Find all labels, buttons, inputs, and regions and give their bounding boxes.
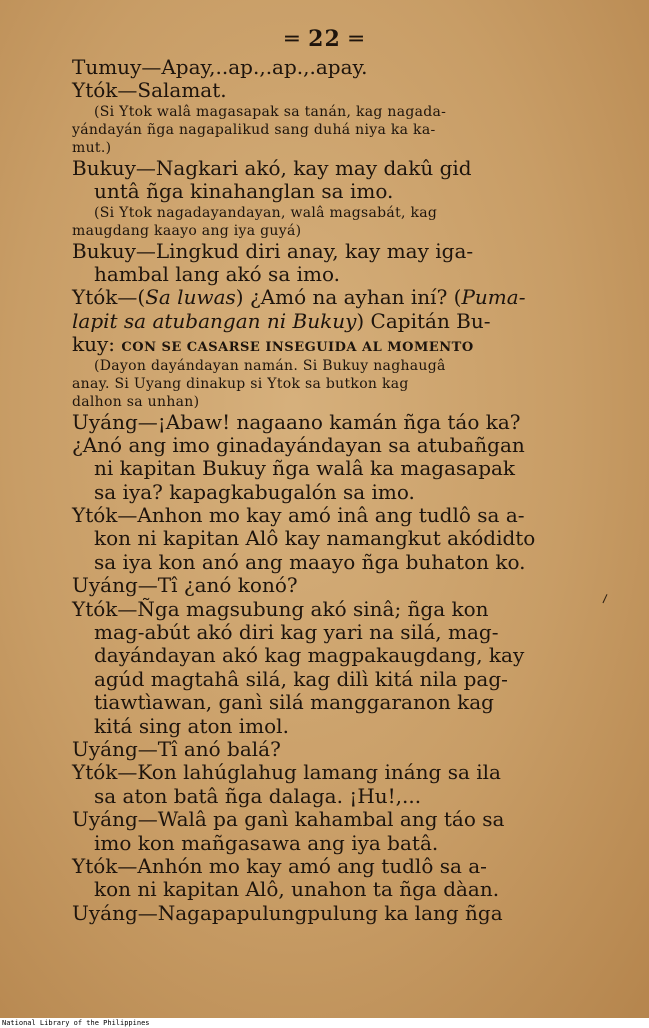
text-line: ni kapitan Bukuy ñga walâ ka magasapak xyxy=(94,456,516,481)
text-line: Bukuy—Lingkud diri anay, kay may iga- xyxy=(72,238,474,263)
stage-direction-line: mut.) xyxy=(72,139,112,156)
text-line: ¿Anó ang imo ginadayándayan sa atubañgan xyxy=(72,432,525,457)
text-line: tiawtìawan, ganì silá manggaranon kag xyxy=(94,690,494,715)
text-line: Ytók—Anhon mo kay amó inâ ang tudlô sa a- xyxy=(72,503,525,528)
stage-direction-line: (Dayon dayándayan namán. Si Bukuy naghaugâ xyxy=(94,357,446,374)
text-line xyxy=(72,333,572,356)
text-line: Uyáng—Tî ¿anó konó? xyxy=(72,573,298,598)
text-segment: kuy: xyxy=(72,332,116,357)
stage-direction-line: dalhon sa unhan) xyxy=(72,393,200,410)
italic-direction: Sa luwas xyxy=(145,285,236,310)
footer-credit: National Library of the Philippines xyxy=(0,1018,649,1028)
text-line: Tumuy—Apay,..ap.,.ap.,.apay. xyxy=(72,55,368,79)
text-line: imo kon mañgasawa ang iya batâ. xyxy=(94,830,439,855)
text-line: sa iya kon anó ang maayo ñga buhaton ko. xyxy=(94,549,526,574)
page-text xyxy=(72,56,572,925)
text-line xyxy=(72,310,572,333)
italic-direction: Puma- xyxy=(461,285,526,310)
text-line: Uyáng—Nagapapulungpulung ka lang ñga xyxy=(72,900,503,925)
text-line: kon ni kapitan Alô, unahon ta ñga dàan. xyxy=(94,877,500,902)
text-line: agúd magtahâ silá, kag dilì kitá nila pag- xyxy=(94,666,508,691)
text-line: hambal lang akó sa imo. xyxy=(94,261,341,286)
text-line: Ytók—Kon lahúglahug lamang ináng sa ila xyxy=(72,760,501,785)
text-line: Bukuy—Nagkari akó, kay may dakû gid xyxy=(72,155,472,180)
text-line: sa aton batâ ñga dalaga. ¡Hu!,... xyxy=(94,783,422,808)
speaker-segment: Ytók—( xyxy=(72,285,146,310)
text-line: Ytók—Ñga magsubung akó sinâ; ñga kon xyxy=(72,596,489,621)
stage-direction-line: maugdang kaayo ang iya guyá) xyxy=(72,222,302,239)
text-line: Uyáng—Walâ pa ganì kahambal ang táo sa xyxy=(72,807,505,832)
text-segment: ) ¿Amó na ayhan iní? ( xyxy=(235,285,462,310)
stage-direction-line: anay. Si Uyang dinakup si Ytok sa butkon kag xyxy=(72,375,409,392)
text-line: Ytók—Anhón mo kay amó ang tudlô sa a- xyxy=(72,853,487,878)
text-line: untâ ñga kinahanglan sa imo. xyxy=(94,179,394,204)
text-line: Uyáng—¡Abaw! nagaano kamán ñga táo ka? xyxy=(72,409,521,434)
text-line: Uyáng—Tî anó balá? xyxy=(72,736,281,761)
text-line: kitá sing aton imol. xyxy=(94,713,289,738)
text-line: mag-abút akó diri kag yari na silá, mag- xyxy=(94,620,499,645)
ink-mark: ⸍ xyxy=(597,588,615,615)
text-line xyxy=(72,286,572,309)
stage-direction-line: (Si Ytok nagadayandayan, walâ magsabát, kag xyxy=(94,204,438,221)
text-line: Ytók—Salamat. xyxy=(72,78,227,103)
stage-direction-line: (Si Ytok walâ magasapak sa tanán, kag nagada- xyxy=(94,103,447,120)
italic-direction: lapit sa atubangan ni Bukuy xyxy=(72,308,357,333)
spanish-caps-text: CON SE CASARSE INSEGUIDA AL MOMENTO xyxy=(121,340,474,356)
text-line: sa iya? kapagkabugalón sa imo. xyxy=(94,479,415,504)
stage-direction-line: yándayán ñga nagapalikud sang duhá niya ka ka- xyxy=(72,121,436,138)
text-segment: ) Capitán Bu- xyxy=(356,308,491,333)
text-line: kon ni kapitan Alô kay namangkut akódidto xyxy=(94,526,536,551)
text-line: dayándayan akó kag magpakaugdang, kay xyxy=(94,643,525,668)
page-number: ═ 22 ═ xyxy=(285,26,364,52)
